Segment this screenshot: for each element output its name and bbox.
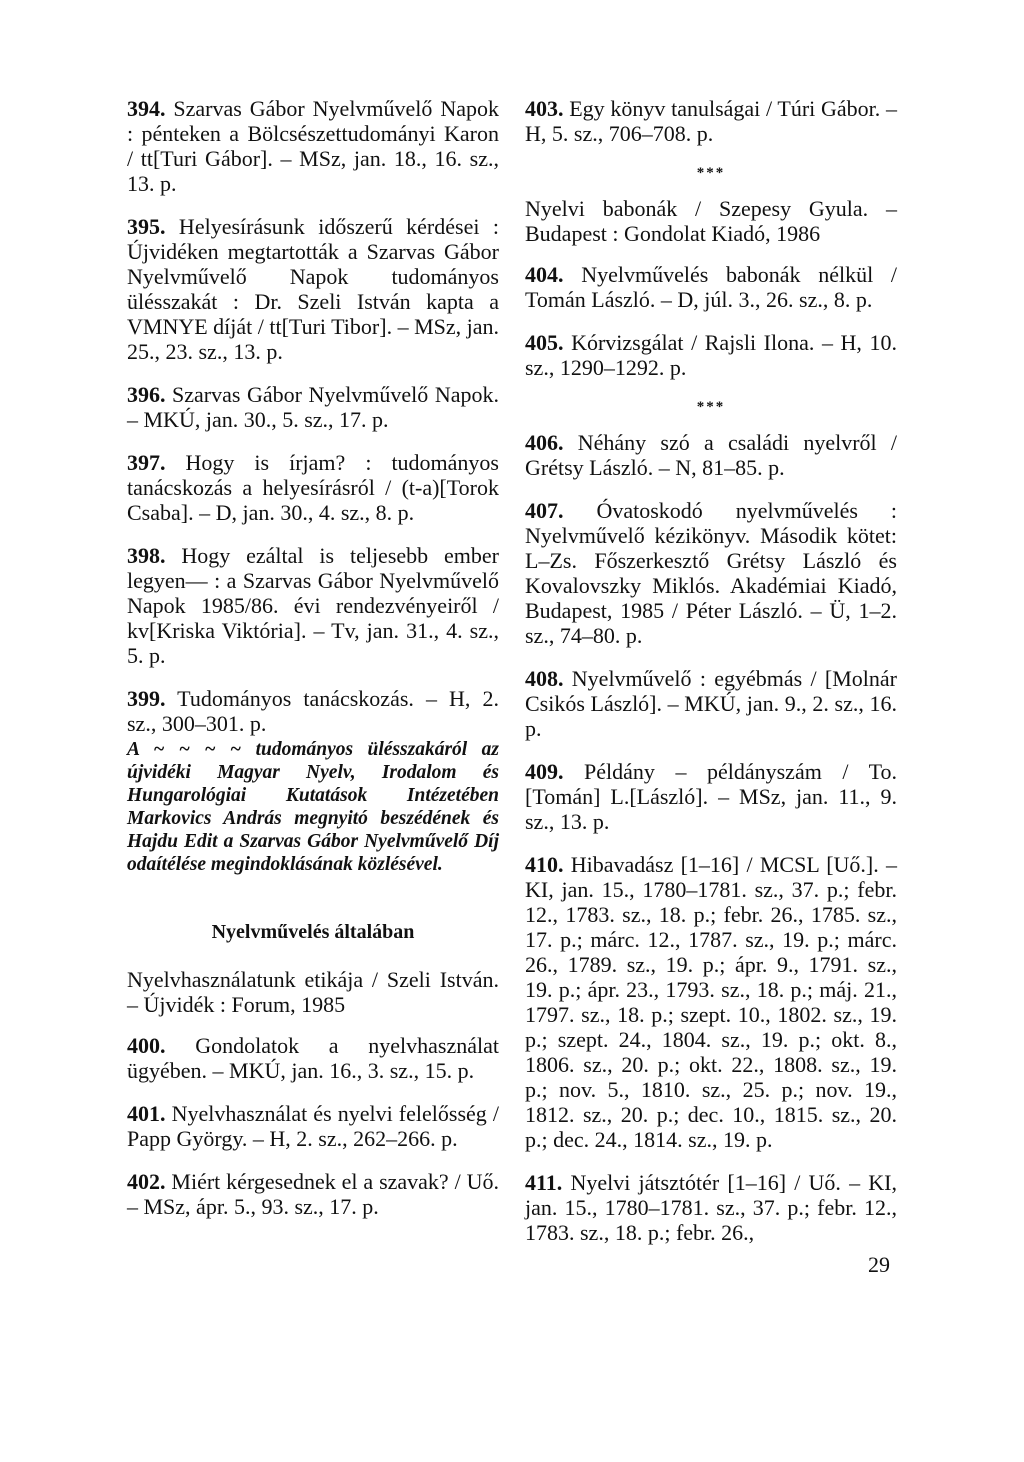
- left-column: [127, 96, 499, 1237]
- entry-number: 397.: [127, 450, 166, 475]
- entry-text: Hogy ezáltal is teljesebb ember legyen— : a Szarvas Gábor Nyelvművelő Napok 1985/86. évi rendezvényeiről / kv[Kriska Viktória]. – Tv, jan. 31., 4. sz., 5. p.: [127, 543, 499, 668]
- entry-number: 394.: [127, 96, 166, 121]
- entry-text: Példány – példányszám / To.[Tomán] L.[László]. – MSz, jan. 11., 9. sz., 13. p.: [525, 759, 897, 834]
- entry-number: 401.: [127, 1101, 166, 1126]
- entry-number: 398.: [127, 543, 166, 568]
- entry-number: 396.: [127, 382, 166, 407]
- entry-number: 405.: [525, 330, 564, 355]
- right-entries-b: [525, 430, 897, 1245]
- entry-note: A ~ ~ ~ ~ tudományos ülésszakáról az újvidéki Magyar Nyelv, Irodalom és Hungarológiai Kutatások Intézetében Markovics András megnyitó beszédének és Hajdu Edit a Szarvas Gábor Nyelvművelő Díj odaítélése megindoklásának közlésével.: [127, 739, 499, 875]
- entry-number: 402.: [127, 1169, 166, 1194]
- bibliography-entry: [525, 330, 897, 380]
- bibliography-entry: [127, 214, 499, 364]
- entry-number: 403.: [525, 96, 564, 121]
- entry-text: Egy könyv tanulságai / Túri Gábor. – H, 5. sz., 706–708. p.: [525, 96, 897, 146]
- entry-number: 409.: [525, 759, 564, 784]
- bibliography-entry: [127, 1169, 499, 1219]
- bibliography-entry: [127, 1101, 499, 1151]
- book-reference: Nyelvi babonák / Szepesy Gyula. – Budapest : Gondolat Kiadó, 1986: [525, 196, 897, 246]
- entry-text: Hogy is írjam? : tudományos tanácskozás a helyesírásról / (t-a)[Torok Csaba]. – D, jan. 30., 4. sz., 8. p.: [127, 450, 499, 525]
- bibliography-entry: [525, 666, 897, 741]
- entry-number: 410.: [525, 852, 564, 877]
- entry-number: 404.: [525, 262, 564, 287]
- entry-text: Szarvas Gábor Nyelvművelő Napok. – MKÚ, jan. 30., 5. sz., 17. p.: [127, 382, 499, 432]
- entry-text: Helyesírásunk időszerű kérdései : Újvidéken megtartották a Szarvas Gábor Nyelvművelő Napok tudományos ülésszakát : Dr. Szeli István kapta a VMNYE díját / tt[Turi Tibor]. – MSz, jan. 25., 23. sz., 13. p.: [127, 214, 500, 364]
- bibliography-entry: [525, 96, 897, 146]
- entry-text: Tudományos tanácskozás. – H, 2. sz., 300–301. p.: [127, 686, 499, 736]
- entry-number: 400.: [127, 1033, 166, 1058]
- bibliography-entry: [525, 498, 897, 648]
- left-entries-a: [127, 96, 499, 736]
- bibliography-entry: [127, 543, 499, 668]
- page-number: 29: [868, 1252, 890, 1277]
- entry-text: Gondolatok a nyelvhasználat ügyében. – MKÚ, jan. 16., 3. sz., 15. p.: [127, 1033, 499, 1083]
- book-reference: Nyelvhasználatunk etikája / Szeli István. – Újvidék : Forum, 1985: [127, 967, 499, 1017]
- left-entries-b: [127, 1033, 499, 1219]
- entry-number: 411.: [525, 1170, 563, 1195]
- entry-text: Szarvas Gábor Nyelvművelő Napok : pénteken a Bölcsészettudományi Karon / tt[Turi Gábor]. – MSz, jan. 18., 16. sz., 13. p.: [127, 96, 499, 196]
- bibliography-entry: [127, 382, 499, 432]
- entry-text: Nyelvművelő : egyébmás / [Molnár Csikós László]. – MKÚ, jan. 9., 2. sz., 16. p.: [525, 666, 897, 741]
- bibliography-entry: [127, 96, 499, 196]
- right-entries-a: [525, 262, 897, 380]
- separator: ***: [696, 399, 726, 415]
- bibliography-entry: [127, 450, 499, 525]
- entry-text: Nyelvhasználat és nyelvi felelősség / Papp György. – H, 2. sz., 262–266. p.: [127, 1101, 499, 1151]
- bibliography-entry: [127, 1033, 499, 1083]
- entry-text: Hibavadász [1–16] / MCSL [Uő.]. – KI, jan. 15., 1780–1781. sz., 37. p.; febr. 12., 1783. sz., 18. p.; febr. 26., 1785. sz., 17. p.; márc. 12., 1787. sz., 19. p.; márc. 26., 1789. sz., 19. p.; ápr. 9., 1791. sz., 19. p.; ápr. 23., 1793. sz., 18. p.; máj. 21., 1797. sz., 18. p.; szept. 10., 1802. sz., 19. p.; szept. 24., 1804. sz., 19. p.; okt. 8., 1806. sz., 20. p.; okt. 22., 1808. sz., 19. p.; nov. 5., 1810. sz., 25. p.; nov. 19., 1812. sz., 20. p.; dec. 10., 1815. sz., 20. p.; dec. 24., 1814. sz., 19. p.: [525, 852, 897, 1152]
- entry-number: 408.: [525, 666, 564, 691]
- entry-text: Nyelvi játsztótér [1–16] / Uő. – KI, jan. 15., 1780–1781. sz., 37. p.; febr. 12., 1783. sz., 18. p.; febr. 26.,: [525, 1170, 897, 1245]
- bibliography-entry: [525, 430, 897, 480]
- entry-text: Kórvizsgálat / Rajsli Ilona. – H, 10. sz., 1290–1292. p.: [525, 330, 897, 380]
- bibliography-entry: [525, 1170, 897, 1245]
- bibliography-entry: [127, 686, 499, 736]
- entry-number: 407.: [525, 498, 564, 523]
- right-column: [525, 96, 897, 1263]
- entry-text: Óvatoskodó nyelvművelés : Nyelvművelő kézikönyv. Második kötet: L–Zs. Főszerkesztő Grétsy László és Kovalovszky Miklós. Akadémiai Kiadó, Budapest, 1985 / Péter László. – Ü, 1–2. sz., 74–80. p.: [525, 498, 897, 648]
- separator: ***: [696, 165, 726, 181]
- entry-number: 395.: [127, 214, 166, 239]
- bibliography-entry: [525, 759, 897, 834]
- entry-text: Néhány szó a családi nyelvről / Grétsy László. – N, 81–85. p.: [525, 430, 897, 480]
- entry-number: 406.: [525, 430, 564, 455]
- bibliography-entry: [525, 262, 897, 312]
- entry-text: Nyelvművelés babonák nélkül / Tomán László. – D, júl. 3., 26. sz., 8. p.: [525, 262, 897, 312]
- entry-number: 399.: [127, 686, 166, 711]
- bibliography-entry: [525, 852, 897, 1152]
- entry-text: Miért kérgesednek el a szavak? / Uő. – MSz, ápr. 5., 93. sz., 17. p.: [127, 1169, 499, 1219]
- section-heading: Nyelvművelés általában: [211, 921, 415, 943]
